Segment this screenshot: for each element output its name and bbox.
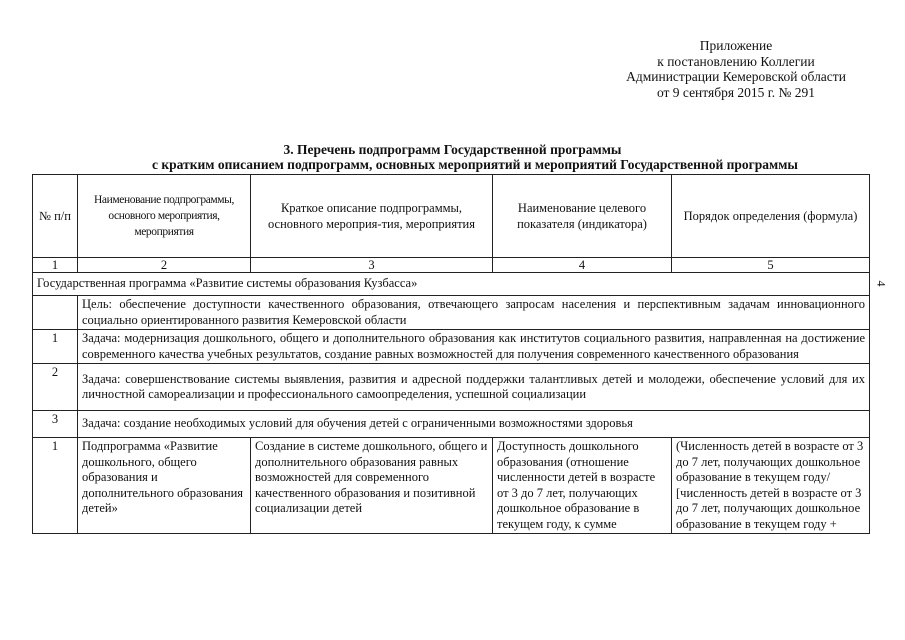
header-line: Приложение (699, 38, 773, 53)
table-header-row (33, 175, 870, 258)
header-line: Администрации Кемеровской области (626, 69, 846, 84)
column-header: Краткое описание подпрограммы, основного мероприя-тия, мероприятия (251, 175, 493, 258)
task-number: 3 (33, 411, 78, 438)
subprogram-row (33, 438, 870, 534)
program-row (33, 273, 870, 296)
program-name: Государственная программа «Развитие системы образования Кузбасса» (33, 273, 870, 296)
header-line: к постановлению Коллегии (657, 53, 815, 69)
column-number-row (33, 258, 870, 273)
subprogram-number: 1 (33, 438, 78, 534)
column-header: Порядок определения (формула) (672, 175, 870, 258)
task-text: Задача: совершенствование системы выявления, развития и адресной поддержки талантливых детей и молодежи, обеспечение условий для их личностной самореализации и профессионального самоопределения, успешной социализации (78, 364, 870, 411)
page-number: 4 (874, 280, 889, 287)
task-number: 1 (33, 330, 78, 364)
appendix-header (606, 38, 866, 100)
section-title (0, 142, 905, 172)
title-line-2: с кратким описанием подпрограмм, основных мероприятий и мероприятий Государственной программы (152, 157, 798, 172)
task-row (33, 330, 870, 364)
subprogram-name: Подпрограмма «Развитие дошкольного, общего образования и дополнительного образования детей» (78, 438, 251, 534)
task-row (33, 364, 870, 411)
task-row (33, 411, 870, 438)
column-header: Наименование целевого показателя (индикатора) (493, 175, 672, 258)
column-header: № п/п (33, 175, 78, 258)
task-text: Задача: создание необходимых условий для обучения детей с ограниченными возможностями здоровья (78, 411, 870, 438)
column-number: 3 (251, 258, 493, 273)
indicator-formula: (Численность детей в возрасте от 3 до 7 лет, получающих дошкольное образование в текущем году/ [численность детей в возрасте от 3 до 7 лет, получающих дошкольное образование в текущем году + (672, 438, 870, 534)
task-text: Задача: модернизация дошкольного, общего и дополнительного образования как институтов социального развития, направленная на достижение современного качества учебных результатов, создание равных возможностей для получения современного качественного образования (78, 330, 870, 364)
header-line: от 9 сентября 2015 г. № 291 (656, 84, 816, 100)
column-number: 2 (78, 258, 251, 273)
title-line-1: 3. Перечень подпрограмм Государственной программы (283, 142, 622, 157)
column-number: 5 (672, 258, 870, 273)
subprograms-table (32, 174, 870, 534)
column-number: 4 (493, 258, 672, 273)
column-header: Наименование подпрограммы, основного мероприятия, мероприятия (78, 175, 251, 258)
indicator-name: Доступность дошкольного образования (отношение численности детей в возрасте от 3 до 7 лет, получающих дошкольное образование в текущем году, к сумме (493, 438, 672, 534)
goal-row (33, 296, 870, 330)
task-number: 2 (33, 364, 78, 411)
goal-text: Цель: обеспечение доступности качественного образования, отвечающего запросам населения и перспективным задачам инновационного социально ориентированного развития Кемеровской области (78, 296, 870, 330)
column-number: 1 (33, 258, 78, 273)
subprogram-description: Создание в системе дошкольного, общего и дополнительного образования равных возможностей для современного качественного образования и позитивной социализации детей (251, 438, 493, 534)
